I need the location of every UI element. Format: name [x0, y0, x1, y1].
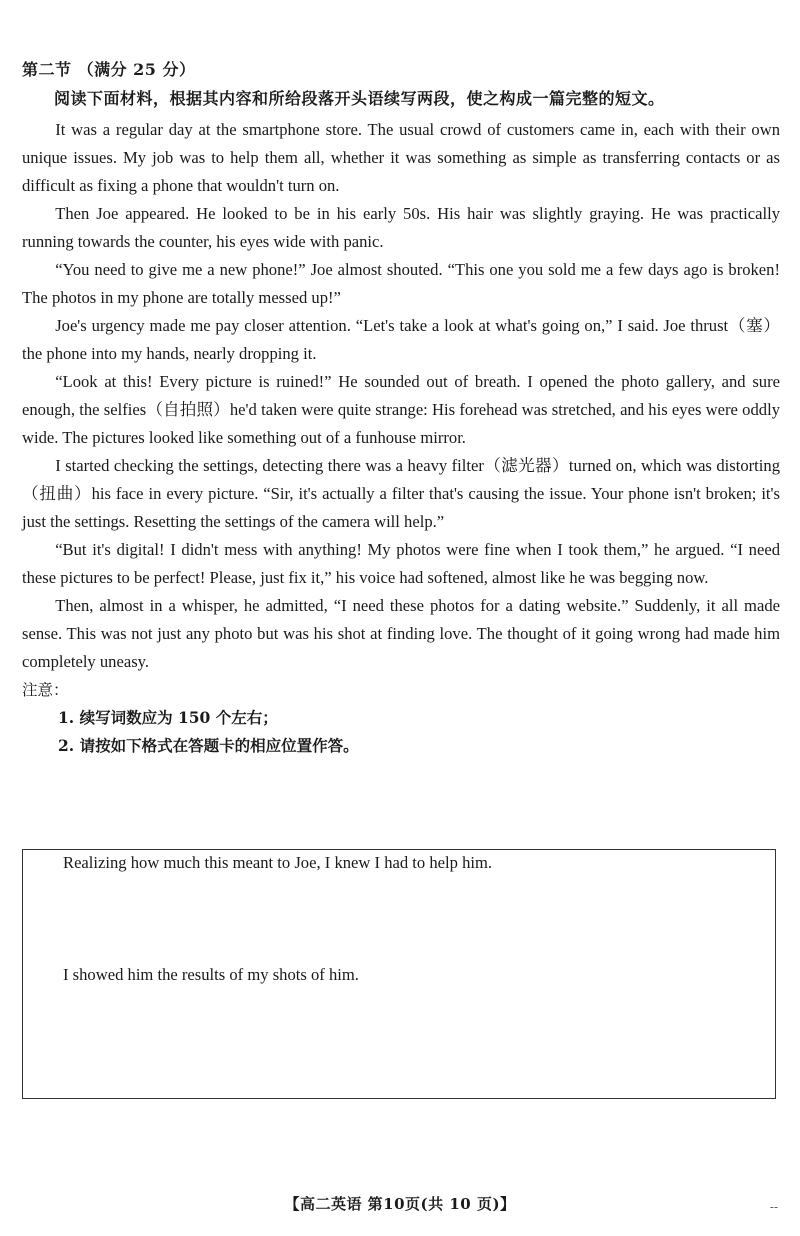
- note-item: 1. 续写词数应为 150 个左右；: [58, 708, 278, 727]
- document-page: [22, 58, 780, 760]
- task-instruction: 阅读下面材料，根据其内容和所给段落开头语续写两段，使之构成一篇完整的短文。: [54, 89, 665, 108]
- passage-paragraph: I started checking the settings, detecting there was a heavy filter（滤光器）turned on, which was distorting（扭曲）his face in every picture. “Sir, it's actually a filter that's causing the issue. Your phone isn't broken; it's just the settings. Resetting the settings of the camera will help.”: [22, 456, 780, 531]
- passage-paragraph: “Look at this! Every picture is ruined!” He sounded out of breath. I opened the photo gallery, and sure enough, the selfies（自拍照）he'd taken were quite strange: His forehead was stretched, and his eyes were oddly wide. The pictures looked like something out of a funhouse mirror.: [22, 372, 780, 447]
- passage-paragraph: Joe's urgency made me pay closer attention. “Let's take a look at what's going on,” I said. Joe thrust（塞）the phone into my hands, nearly dropping it.: [22, 316, 780, 363]
- passage-paragraph: “You need to give me a new phone!” Joe almost shouted. “This one you sold me a few days ago is broken! The photos in my phone are totally messed up!”: [22, 260, 780, 307]
- passage-paragraph: Then, almost in a whisper, he admitted, “I need these photos for a dating website.” Suddenly, it all made sense. This was not just any photo but was his shot at finding love. The thought of it going wrong had made him completely uneasy.: [22, 596, 780, 671]
- page-footer: 【高二英语 第10页(共 10 页)】: [284, 1195, 516, 1213]
- paragraph-opener-2: I showed him the results of my shots of him.: [63, 965, 359, 984]
- note-item: 2. 请按如下格式在答题卡的相应位置作答。: [58, 736, 359, 755]
- section-title: 第二节 （满分 25 分）: [22, 60, 196, 79]
- passage-paragraph: Then Joe appeared. He looked to be in his early 50s. His hair was slightly graying. He was practically running towards the counter, his eyes wide with panic.: [22, 204, 780, 251]
- notes-title: 注意：: [22, 681, 69, 699]
- answer-box: [22, 849, 776, 1099]
- passage-paragraph: It was a regular day at the smartphone store. The usual crowd of customers came in, each with their own unique issues. My job was to help them all, whether it was something as simple as transferring contacts or as difficult as fixing a phone that wouldn't turn on.: [22, 120, 780, 195]
- paragraph-opener-1: Realizing how much this meant to Joe, I knew I had to help him.: [63, 853, 493, 872]
- reading-passage: [22, 116, 780, 676]
- passage-paragraph: “But it's digital! I didn't mess with anything! My photos were fine when I took them,” he argued. “I need these pictures to be perfect! Please, just fix it,” his voice had softened, almost like he was begging now.: [22, 540, 780, 587]
- corner-mark: --: [769, 1200, 778, 1214]
